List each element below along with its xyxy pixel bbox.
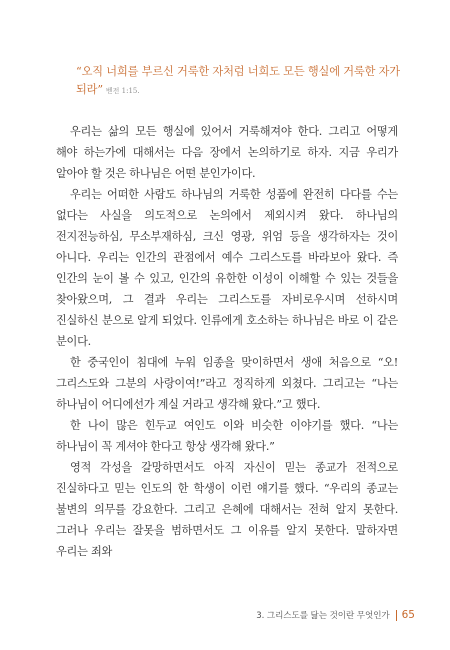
- page-footer: [256, 607, 415, 623]
- paragraph: 우리는 어떠한 사람도 하나님의 거룩한 성품에 완전히 다다를 수는 없다는 사실을 의도적으로 논의에서 제외시켜 왔다. 하나님의 전지전능하심, 무소부재하심, 크신 영광, 위엄 등을 생각하자는 것이 아니다. 우리는 인간의 관점에서 예수 그리스도를 바라보아 왔다. 즉 인간의 눈이 볼 수 있고, 인간의 유한한 이성이 이해할 수 있는 것들을 찾아왔으며, 그 결과 우리는 그리스도를 자비로우시며 선하시며 진실하신 분으로 알게 되었다. 인류에게 호소하는 하나님은 바로 이 같은 분이다.: [56, 188, 398, 348]
- epigraph-reference: 벧전 1:15.: [105, 87, 140, 95]
- paragraph: 우리는 삶의 모든 행실에 있어서 거룩해져야 한다. 그리고 어떻게 해야 하는가에 대해서는 다음 장에서 논의하기로 하자. 지금 우리가 알아야 할 것은 하나님은 어떤 분인가이다.: [56, 125, 398, 180]
- paragraph: 한 중국인이 침대에 누워 임종을 맞이하면서 생애 처음으로 “오! 그리스도와 그분의 사랑이여!”라고 정직하게 외쳤다. 그리고는 “나는 하나님이 어디에선가 계실 거라고 생각해 왔다.”고 했다.: [56, 356, 398, 411]
- running-chapter-title: 3. 그리스도를 닮는 것이란 무엇인가: [256, 611, 390, 621]
- body-text: [56, 121, 398, 562]
- paragraph: 한 나이 많은 힌두교 여인도 이와 비슷한 이야기를 했다. “나는 하나님이 꼭 계셔야 한다고 항상 생각해 왔다.”: [56, 419, 398, 453]
- paragraph: 영적 각성을 갈망하면서도 아직 자신이 믿는 종교가 전적으로 진실하다고 믿는 인도의 한 학생이 이런 얘기를 했다. “우리의 종교는 불변의 의무를 강요한다. 그리고 은혜에 대해서는 전혀 알지 못한다. 그러나 우리는 잘못을 범하면서도 그 이유를 알지 못한다. 말하자면 우리는 죄와: [56, 461, 398, 558]
- epigraph-text: “오직 너희를 부르신 거룩한 자처럼 너희도 모든 행실에 거룩한 자가 되라”: [76, 65, 400, 96]
- footer-divider: [396, 610, 397, 621]
- epigraph: [76, 63, 400, 100]
- page-number: 65: [401, 609, 415, 621]
